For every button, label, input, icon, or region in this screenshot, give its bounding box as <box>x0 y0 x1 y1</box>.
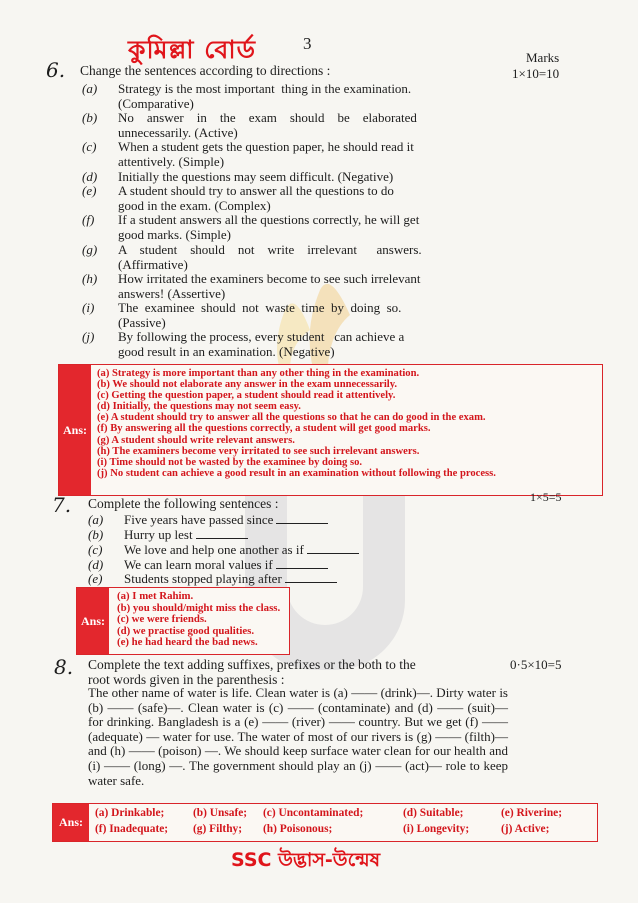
q8-number: 8. <box>54 655 74 679</box>
q7-answer-line: (b) you should/might miss the class. <box>117 601 281 614</box>
q6-item-label: (f) <box>82 212 95 227</box>
q7-item <box>88 542 424 558</box>
q6-answer-line: (j) No student can achieve a good result in an examination without following the process. <box>97 467 496 479</box>
q8-answer: (a) Drinkable; <box>95 807 165 819</box>
q8-title-line1: Complete the text adding suffixes, prefixes or the both to the <box>88 657 416 672</box>
q6-item-line2: unnecessarily. (Active) <box>118 124 238 140</box>
q6-item-label: (i) <box>82 300 95 315</box>
q7-answer-tag: Ans: <box>77 588 109 654</box>
q6-answer-box <box>58 364 603 496</box>
q8-answer: (h) Poisonous; <box>263 823 333 835</box>
q8-answer: (d) Suitable; <box>403 807 464 819</box>
q6-answer-line: (c) Getting the question paper, a student should read it attentively. <box>97 390 396 402</box>
q6-answer-list <box>97 368 496 479</box>
q8-answer: (g) Filthy; <box>193 823 243 835</box>
q7-number: 7. <box>52 493 72 517</box>
q6-item-line1: When a student gets the question paper, he should read it <box>118 139 414 154</box>
q6-item-line1: By following the process, every student can achieve a <box>118 329 405 344</box>
q6-item <box>82 81 498 111</box>
q7-item-label: (d) <box>88 557 104 572</box>
q7-item <box>88 571 424 587</box>
marks-q6: 1×10=10 <box>512 66 560 81</box>
q7-title: Complete the following sentences : <box>88 496 279 511</box>
q8-answer: (e) Riverine; <box>501 807 563 819</box>
q6-item-line1: Strategy is the most important thing in the examination. <box>118 81 412 96</box>
q7-item-label: (a) <box>88 512 104 527</box>
q6-item-line1: No answer in the exam should be elaborated <box>118 110 417 125</box>
q7-item-text: Hurry up lest <box>124 527 193 542</box>
q8-answer: (j) Active; <box>501 823 550 835</box>
q7-answer-blank <box>276 514 328 524</box>
q6-item-label: (d) <box>82 169 98 184</box>
q6-answer-line: (i) Time should not be wasted by the examinee by doing so. <box>97 456 363 468</box>
q6-item-label: (c) <box>82 139 97 154</box>
q6-item <box>82 183 498 213</box>
page-number: 3 <box>303 34 312 53</box>
q6-item-line1: Initially the questions may seem difficult. (Negative) <box>118 169 394 184</box>
q6-number: 6. <box>46 58 66 82</box>
q6-item <box>82 110 498 140</box>
q6-answer-line: (b) We should not elaborate any answer in the exam unnecessarily. <box>97 379 398 391</box>
q6-answer-line: (g) A student should write relevant answers. <box>97 434 295 446</box>
q8-answer-box <box>52 803 598 842</box>
q7-item-label: (e) <box>88 571 103 586</box>
q6-answer-line: (d) Initially, the questions may not seem easy. <box>97 401 301 413</box>
q8-marks: 0·5×10=5 <box>510 657 562 672</box>
q7-answer-blank <box>196 529 248 539</box>
q6-item-label: (a) <box>82 81 98 96</box>
q6-item-line2: good result in an examination. (Negative) <box>118 343 335 359</box>
q6-answer-line: (h) The examiners become very irritated to see such irrelevant answers. <box>97 445 420 457</box>
q6-item-line2: (Comparative) <box>118 95 194 111</box>
q7-answer-line: (c) we were friends. <box>117 613 207 626</box>
q8-passage: The other name of water is life. Clean water is (a) —— (drink)—. Dirty water is (b) —— (safe)—. Clean water is (c) —— (contaminate) and (d) —— (suit)— for drinking. Bangladesh is a (e) —— (river) —— country. But we get (f) —— (adequate) — water for use. The water of most of our rivers is (g) —— (filth)— and (h) —— (poison) —. We should keep surface water clean for our health and (i) —— (long) —. The government should play an (j) —— (act)— role to keep water safe. <box>88 685 508 788</box>
q7-answer-blank <box>307 544 359 554</box>
q7-item-text: Five years have passed since <box>124 512 274 527</box>
q7-answer-list <box>117 591 280 649</box>
q6-item-line1: A student should try to answer all the questions to do <box>118 183 394 198</box>
q6-item <box>82 139 498 169</box>
q7-item <box>88 512 424 528</box>
q6-item-line1: The examinee should not waste time by doing so. <box>118 300 402 315</box>
q7-answer-blank <box>276 559 328 569</box>
q8-answer-tag: Ans: <box>53 804 89 841</box>
q6-item-line1: If a student answers all the questions correctly, he will get <box>118 212 420 227</box>
q6-answer-tag: Ans: <box>59 365 91 495</box>
q7-answer-line: (a) I met Rahim. <box>117 590 194 602</box>
q7-marks: 1×5=5 <box>530 490 562 504</box>
board-title: কুমিল্লা বোর্ড <box>128 35 256 64</box>
q6-item <box>82 242 498 272</box>
q6-item <box>82 212 498 242</box>
q7-item-text: We love and help one another as if <box>124 542 304 557</box>
q6-item <box>82 271 498 301</box>
q6-item-line2: attentively. (Simple) <box>118 153 225 169</box>
q7-answer-box <box>76 587 290 655</box>
q6-item-label: (h) <box>82 271 98 286</box>
q6-item-line2: good marks. (Simple) <box>118 226 232 242</box>
q6-item-line2: good in the exam. (Complex) <box>118 197 271 213</box>
q6-item <box>82 300 498 330</box>
q8-answer: (b) Unsafe; <box>193 807 248 819</box>
q7-item <box>88 527 424 543</box>
q6-item-label: (j) <box>82 329 95 344</box>
q6-answer-line: (e) A student should try to answer all the questions so that he can do good in the exam. <box>97 412 486 424</box>
q6-item-label: (b) <box>82 110 98 125</box>
q8-answer: (f) Inadequate; <box>95 823 169 835</box>
q7-answer-line: (d) we practise good qualities. <box>117 624 255 637</box>
q6-item-line2: (Affirmative) <box>118 256 188 272</box>
marks-heading: Marks <box>526 50 560 65</box>
q6-item-line2: answers! (Assertive) <box>118 285 226 301</box>
q6-answer-line: (f) By answering all the questions correctly, a student will get good marks. <box>97 423 431 435</box>
q6-title: Change the sentences according to directions : <box>80 63 331 78</box>
footer-brand: SSC উদ্ভাস-উন্মেষ <box>231 849 381 871</box>
q7-item-label: (c) <box>88 542 103 557</box>
q7-item-text: Students stopped playing after <box>124 571 282 586</box>
q7-answer-line: (e) he had heard the bad news. <box>117 636 258 649</box>
q6-item-line1: How irritated the examiners become to see such irrelevant <box>118 271 421 286</box>
q8-title-line2: root words given in the parenthesis : <box>88 672 285 687</box>
q6-answer-line: (a) Strategy is more important than any other thing in the examination. <box>97 368 420 379</box>
q6-item-line1: A student should not write irrelevant answers. <box>118 242 422 257</box>
q6-item-label: (g) <box>82 242 98 257</box>
q6-item-label: (e) <box>82 183 97 198</box>
q6-item <box>82 329 498 359</box>
q6-item-line2: (Passive) <box>118 314 166 330</box>
q8-answer: (c) Uncontaminated; <box>263 807 364 819</box>
q7-answer-blank <box>285 573 337 583</box>
q7-item-label: (b) <box>88 527 104 542</box>
q7-item-text: We can learn moral values if <box>124 557 273 572</box>
q8-answer: (i) Longevity; <box>403 823 470 835</box>
